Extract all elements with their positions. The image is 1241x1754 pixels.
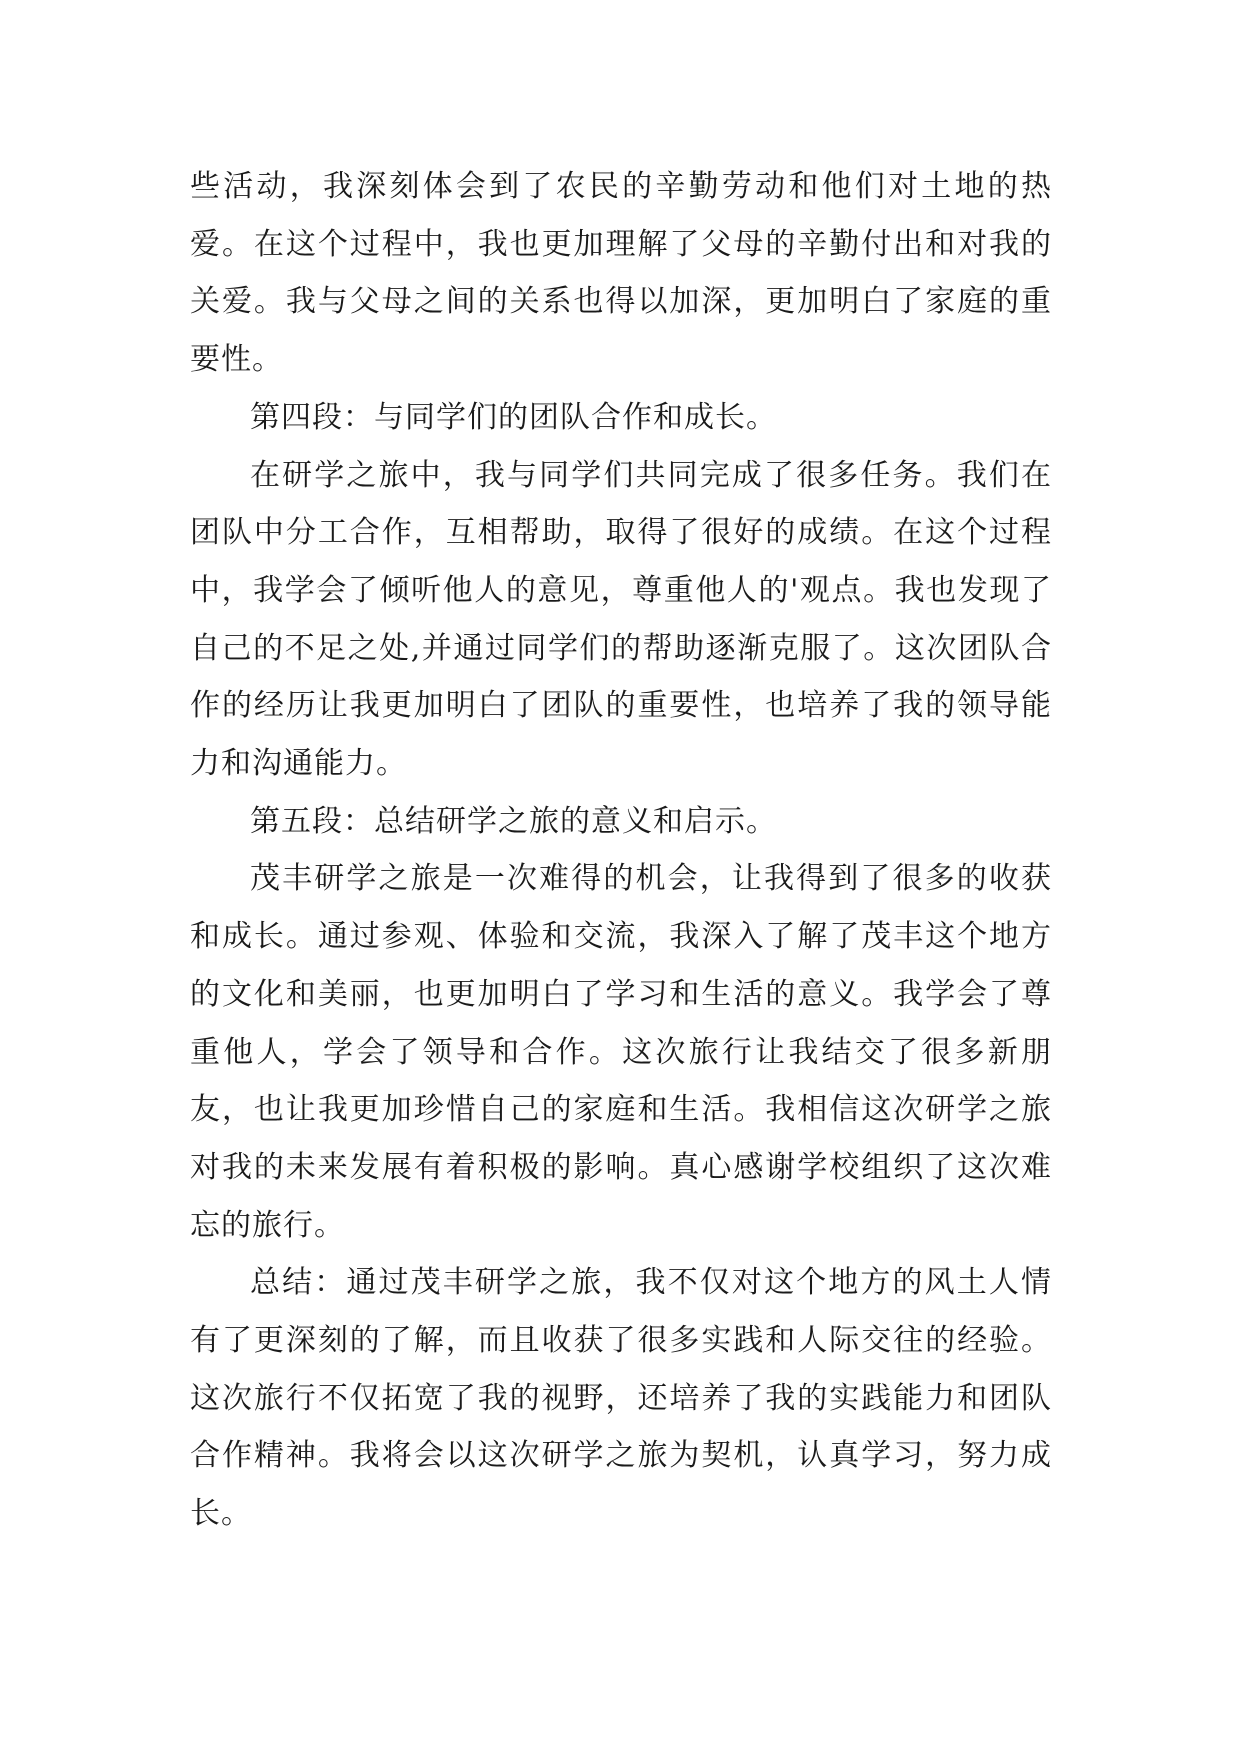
section-heading-4: 第四段：与同学们的团队合作和成长。 (250, 399, 777, 435)
paragraph-summary: 总结：通过茂丰研学之旅，我不仅对这个地方的风土人情有了更深刻的了解，而且收获了很多实践和人际交往的经验。这次旅行不仅拓宽了我的视野，还培养了我的实践能力和团队合作精神。我将会以这次研学之旅为契机，认真学习，努力成长。 (190, 1265, 1052, 1532)
section-heading-5: 第五段：总结研学之旅的意义和启示。 (250, 803, 777, 839)
paragraph-continuation: 些活动，我深刻体会到了农民的辛勤劳动和他们对土地的热爱。在这个过程中，我也更加理解了父母的辛勤付出和对我的关爱。我与父母之间的关系也得以加深，更加明白了家庭的重要性。 (190, 169, 1052, 378)
paragraph-meaning: 茂丰研学之旅是一次难得的机会，让我得到了很多的收获和成长。通过参观、体验和交流，我深入了解了茂丰这个地方的文化和美丽，也更加明白了学习和生活的意义。我学会了尊重他人，学会了领导和合作。这次旅行让我结交了很多新朋友，也让我更加珍惜自己的家庭和生活。我相信这次研学之旅对我的未来发展有着积极的影响。真心感谢学校组织了这次难忘的旅行。 (190, 861, 1052, 1243)
paragraph-teamwork: 在研学之旅中，我与同学们共同完成了很多任务。我们在团队中分工合作，互相帮助，取得了很好的成绩。在这个过程中，我学会了倾听他人的意见，尊重他人的'观点。我也发现了自己的不足之处,并通过同学们的帮助逐渐克服了。这次团队合作的经历让我更加明白了团队的重要性，也培养了我的领导能力和沟通能力。 (190, 457, 1052, 782)
document-body (190, 158, 1052, 1543)
